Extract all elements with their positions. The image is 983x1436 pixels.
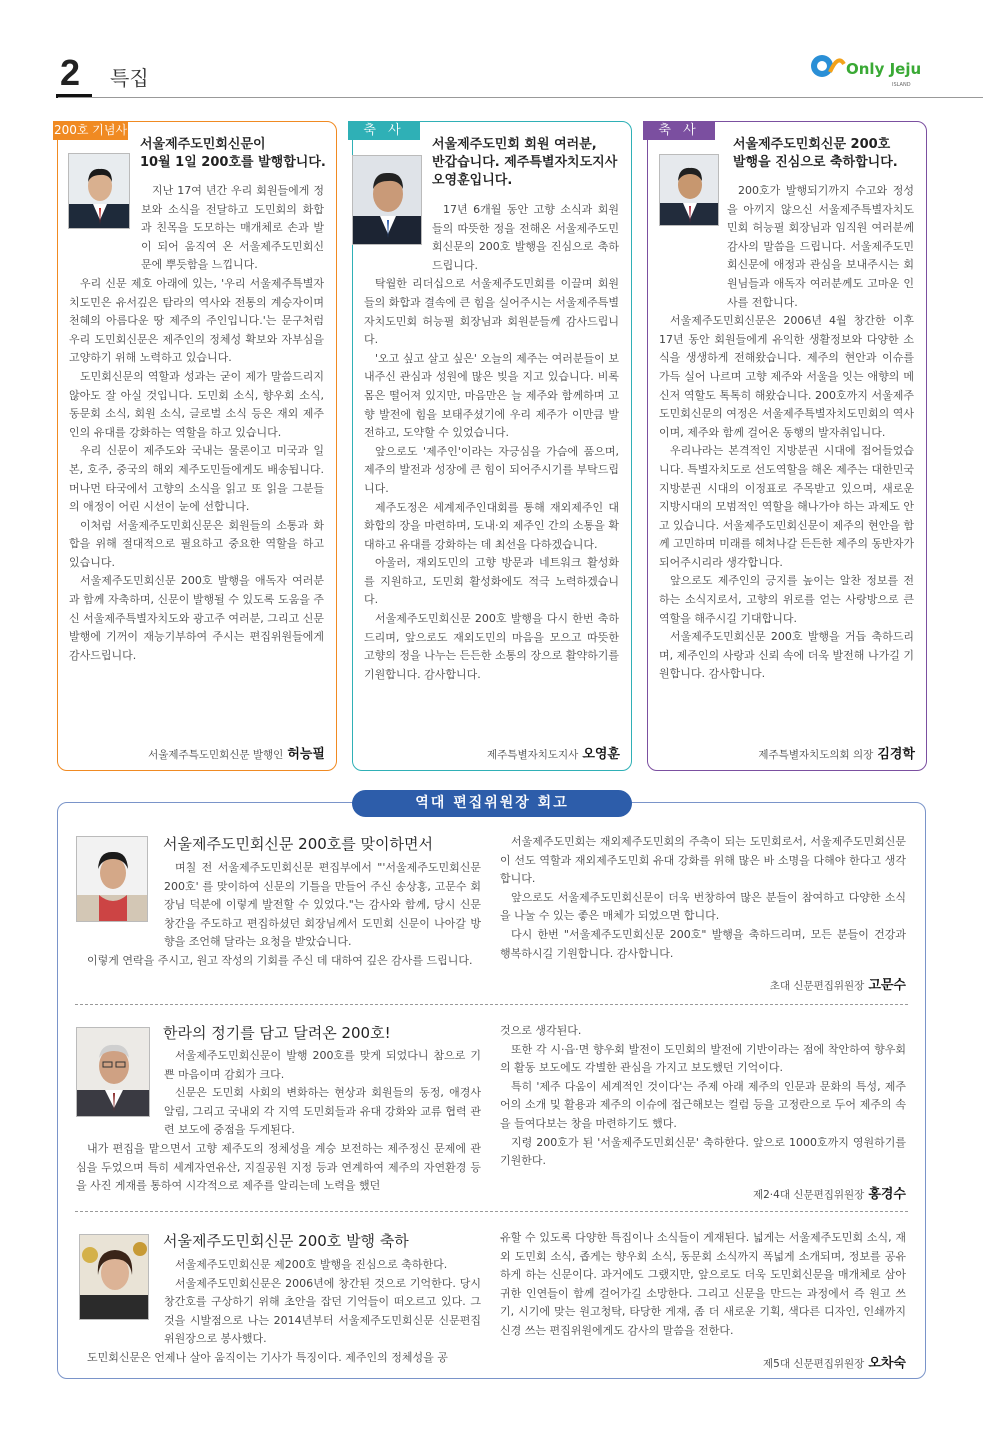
- editor2-paragraph: 특히 '제주 다움이 세계적인 것이다'는 주제 아래 제주의 인문과 문화의 특성, 제주어의 소개 및 활용과 제주의 이슈에 접근해보는 컬럼 등을 고정란으로 두어 제주의 속을 들여다보는 창을 마련하기도 했다.: [500, 1079, 906, 1130]
- editor3-paragraph: 도민회신문은 언제나 살아 움직이는 기사가 특징이다. 제주인의 정체성을 공: [87, 1350, 448, 1364]
- col2-paragraph: 앞으로도 '제주인'이라는 자긍심을 가슴에 품으며, 제주의 발전과 성장에 큰 힘이 되어주시기를 부탁드립니다.: [364, 444, 619, 495]
- editor2-paragraph: 것으로 생각된다.: [500, 1024, 582, 1037]
- col1-body: [69, 182, 324, 665]
- col2-paragraph: 제주도정은 세계제주인대회를 통해 재외제주인 대화합의 장을 마련하며, 도내·외 제주인 간의 소통을 확대하고 유대를 강화하는 데 최선을 다하겠습니다.: [364, 500, 619, 551]
- editor3-left-body: [76, 1256, 481, 1368]
- editor2-left-body: [76, 1047, 481, 1196]
- signature-name: 홍경수: [868, 1187, 906, 1202]
- editor1-paragraph: 다시 한번 "서울제주도민회신문 200호" 발행을 축하드리며, 모든 분들이 건강과 행복하시길 기원합니다. 감사합니다.: [500, 927, 906, 960]
- signature-name: 김경학: [877, 747, 915, 762]
- col3-paragraph: 서울제주도민회신문은 2006년 4월 창간한 이후 17년 동안 회원들에게 유익한 생활정보와 다양한 소식을 생생하게 전해왔습니다. 제주의 현안과 이슈를 가득 실어 나르며 고향 제주와 서울을 잇는 애향의 메신저 역할도 톡톡히 해왔습니다. 200호까지 서울제주도민회신문의 여정은 서울제주특별자치도민회의 역사이며, 제주와 함께 걸어온 동행의 발자취입니다.: [659, 314, 914, 439]
- editor1-right-body: [500, 833, 906, 963]
- editor1-left-body: [76, 859, 481, 971]
- editor1-paragraph: 앞으로도 서울제주도민회신문이 더욱 번창하여 많은 분들이 참여하고 다양한 소식을 나눌 수 있는 좋은 매체가 되었으면 합니다.: [500, 890, 906, 923]
- col1-headline-line: 10월 1일 200호를 발행합니다.: [140, 155, 326, 170]
- col1-signature: [69, 743, 325, 762]
- page-header: [0, 0, 983, 100]
- col2-signature: [364, 743, 620, 762]
- col1-paragraph: 지난 17여 년간 우리 회원들에게 정보와 소식을 전달하고 도민회의 화합과 친목을 도모하는 매개체로 손과 발이 되어 움직여 온 서울제주도민회신문에 뿌듯함을 느낍니다.: [141, 184, 324, 272]
- col3-headline-line: 서울제주도민회신문 200호: [733, 137, 891, 152]
- col1-paragraph: 서울제주도민회신문 200호 발행을 애독자 여러분과 함께 자축하며, 신문이 발행될 수 있도록 도움을 주신 서울제주특별자치도와 광고주 여러분, 그리고 신문 발행에 기꺼이 재능기부하여 주시는 편집위원들에게 감사드립니다.: [69, 574, 324, 662]
- editor1-paragraph: 며칠 전 서울제주도민회신문 편집부에서 "'서울제주도민회신문 200호' 를 맞이하여 신문의 기틀을 만들어 주신 송상홍, 고문수 회장님 덕분에 이렇게 발전할 수 있었다."는 감사와 함께, 당시 신문 창간을 주도하고 편집하셨던 회장님께서 도민회 신문이 나아갈 방향을 조언해 달라는 요청을 받았습니다.: [164, 861, 481, 949]
- col2-paragraph: 17년 6개월 동안 고향 소식과 회원들의 따뜻한 정을 전해온 서울제주도민회신문의 200호 발행을 진심으로 축하드립니다.: [432, 203, 619, 272]
- col2-paragraph: 탁월한 리더십으로 서울제주도민회를 이끌며 회원들의 화합과 결속에 큰 힘을 실어주시는 서울제주특별자치도민회 허능필 회장님과 회원분들께 감사드립니다.: [364, 277, 619, 347]
- signature-name: 고문수: [868, 978, 906, 993]
- col2-headline-line: 오영훈입니다.: [432, 173, 513, 188]
- anniversary-tag: 200호 기념사: [53, 121, 128, 140]
- editor2-paragraph: 또한 각 시·읍·면 향우회 발전이 도민회의 발전에 기반이라는 점에 착안하여 향우회의 활동 보도에도 각별한 관심을 가지고 보도했던 기억이다.: [500, 1042, 906, 1075]
- only-jeju-logo: [808, 50, 933, 90]
- col1-paragraph: 우리 신문이 제주도와 국내는 물론이고 미국과 일본, 호주, 중국의 해외 제주도민들에게도 배송됩니다. 머나먼 타국에서 고향의 소식을 읽고 또 읽을 그분들의 애정이 어린 시선이 눈에 선합니다.: [69, 444, 324, 514]
- col3-headline: [733, 136, 923, 172]
- col3-paragraph: 서울제주도민회신문 200호 발행을 거듭 축하드리며, 제주인의 사랑과 신뢰 속에 더욱 발전해 나가길 기원합니다. 감사합니다.: [659, 630, 914, 681]
- editor1-signature: [600, 974, 906, 993]
- col2-headline: [432, 136, 622, 190]
- editor2-paragraph: 서울제주도민회신문이 발행 200호를 맞게 되었다니 참으로 기쁜 마음이며 감회가 크다.: [164, 1049, 481, 1081]
- col2-headline-line: 서울제주도민회 회원 여러분,: [432, 137, 597, 152]
- editor3-signature: [600, 1352, 906, 1371]
- col3-paragraph: 200호가 발행되기까지 수고와 정성을 아끼지 않으신 서울제주특별자치도민회 허능필 회장님과 임직원 여러분께 감사의 말씀을 드립니다. 서울제주도민회신문에 애정과 관심을 보내주시는 회원님들과 애독자 여러분께도 고마운 인사를 전합니다.: [727, 184, 914, 309]
- section-divider: [75, 1004, 908, 1005]
- signature-name: 오영훈: [582, 747, 620, 762]
- signature-role: 제2·4대 신문편집위원장: [752, 1189, 865, 1201]
- logo-subtext: ISLAND: [892, 82, 911, 88]
- col1-headline-line: 서울제주도민회신문이: [140, 137, 266, 152]
- section-title: 특집: [110, 66, 149, 90]
- col3-paragraph: 우리나라는 본격적인 지방분권 시대에 접어들었습니다. 특별자치도로 선도역할을 해온 제주는 대한민국 지방분권 시대의 이정표로 주목받고 있으며, 새로운 지방시대의 모범적인 역할을 해나가야 하는 과제도 안고 있습니다. 서울제주도민회신문이 제주의 현안을 함께 고민하며 미래를 헤쳐나갈 든든한 제주의 동반자가 되어주시리라 생각합니다.: [659, 444, 914, 569]
- col2-body: [364, 201, 619, 684]
- editor2-paragraph: 지령 200호가 된 '서울제주도민회신문' 축하한다. 앞으로 1000호까지 영원하기를 기원한다.: [500, 1135, 906, 1168]
- signature-name: 허능필: [287, 747, 325, 762]
- signature-role: 제주특별자치도의회 의장: [758, 749, 874, 761]
- editor3-paragraph: 서울제주도민회신문 제200호 발행을 진심으로 축하한다.: [175, 1258, 448, 1271]
- signature-role: 초대 신문편집위원장: [769, 980, 865, 992]
- editor2-paragraph: 내가 편집을 맡으면서 고향 제주도의 정체성을 계승 보전하는 제주정신 문제에 관심을 두었으며 특히 세계자연유산, 지질공원 지정 등과 연계하여 제주의 자연환경 등을 사진 게재를 통하여 시각적으로 제주를 알리는데 노력을 했던: [76, 1141, 481, 1193]
- signature-name: 오차숙: [868, 1356, 906, 1371]
- editor3-paragraph: 서울제주도민회신문은 2006년에 창간된 것으로 기억한다. 당시 창간호를 구상하기 위해 초안을 잡던 기억들이 떠오르고 있다. 그것을 시발점으로 나는 2014년부터 서울제주도민회신문 신문편집위원장으로 봉사했다.: [164, 1276, 481, 1346]
- editor3-title: 서울제주도민회신문 200호 발행 축하: [163, 1232, 409, 1250]
- signature-role: 제5대 신문편집위원장: [763, 1358, 865, 1370]
- editors-banner: 역대 편집위원장 회고: [352, 790, 632, 817]
- col1-paragraph: 이처럼 서울제주도민회신문은 회원들의 소통과 화합을 위해 절대적으로 필요하고 중요한 역할을 하고 있습니다.: [69, 518, 324, 569]
- col3-paragraph: 앞으로도 제주인의 긍지를 높이는 알찬 정보를 전하는 소식지로서, 고향의 위로를 얻는 사랑방으로 큰 역할을 해주시길 기대합니다.: [659, 574, 914, 625]
- col2-headline-line: 반갑습니다. 제주특별자치도지사: [432, 155, 618, 170]
- header-rule: [58, 97, 983, 98]
- signature-role: 제주특별자치도지사: [487, 749, 579, 761]
- section-divider: [75, 1211, 908, 1212]
- editor2-title: 한라의 정기를 담고 달려온 200호!: [163, 1024, 391, 1042]
- page-number: 2: [60, 52, 81, 93]
- col1-paragraph: 도민회신문의 역할과 성과는 굳이 제가 말씀드리지 않아도 잘 아실 것입니다. 도민회 소식, 향우회 소식, 동문회 소식, 회원 소식, 글로벌 소식 등은 재외 제주인의 유대를 강화하는 역할을 하고 있습니다.: [69, 369, 324, 439]
- editor1-paragraph: 이렇게 연락을 주시고, 원고 작성의 기회를 주신 데 대하여 깊은 감사를 드립니다.: [87, 953, 473, 967]
- editor3-right-body: [500, 1229, 906, 1341]
- col1-headline: [140, 136, 330, 172]
- signature-role: 서울제주특도민회신문 발행인: [148, 749, 284, 761]
- congratulation-tag: 축 사: [643, 121, 715, 140]
- congratulation-tag: 축 사: [348, 121, 420, 140]
- col1-paragraph: 우리 신문 제호 아래에 있는, '우리 서울제주특별자치도민은 유서깊은 탐라의 역사와 전통의 계승자이며 천혜의 아름다운 땅 제주의 주인입니다.'는 문구처럼 우리 도민회신문은 제주인의 정체성 확보와 자부심을 고양하기 위해 노력하고 있습니다.: [69, 276, 324, 365]
- col2-paragraph: 서울제주도민회신문 200호 발행을 다시 한번 축하드리며, 앞으로도 재외도민의 마음을 모으고 따뜻한 고향의 정을 나누는 든든한 소통의 장으로 활약하기를 기원합니다. 감사합니다.: [364, 612, 619, 681]
- editor2-signature: [600, 1183, 906, 1202]
- editor1-title: 서울제주도민회신문 200호를 맞이하면서: [163, 835, 434, 853]
- col3-signature: [659, 743, 915, 762]
- editor3-paragraph: 유할 수 있도록 다양한 특집이나 소식들이 게재된다. 넓게는 서울제주도민회 소식, 재외 도민회 소식, 좁게는 향우회 소식, 동문회 소식까지 폭넓게 소개되며, 정보를 공유하게 하는 신문이다. 과거에도 그랬지만, 앞으로도 더욱 도민회신문을 매개체로 삼아 귀한 인연들이 함께 걸어가길 소망한다. 그리고 신문을 만드는 과정에서 즉 원고 쓰기, 시기에 맞는 원고청탁, 타당한 게재, 좀 더 새로운 기획, 색다른 디자인, 인쇄까지 신경 쓰는 편집위원에게도 감사의 말씀을 전한다.: [500, 1231, 906, 1337]
- col3-headline-line: 발행을 진심으로 축하합니다.: [733, 155, 898, 170]
- editor2-paragraph: 신문은 도민회 사회의 변화하는 현상과 회원들의 동정, 애경사 알림, 그리고 국내외 각 지역 도민회들과 유대 강화와 교류 협력 관련 보도에 중점을 두게된다.: [164, 1086, 481, 1137]
- col2-paragraph: '오고 싶고 살고 싶은' 오늘의 제주는 여러분들이 보내주신 관심과 성원에 많은 빚을 지고 있습니다. 비록 몸은 떨어져 있지만, 마음만은 늘 제주와 함께하며 고향 발전에 힘을 보태주셨기에 우리 제주가 이만큼 발전하고, 도약할 수 있었습니다.: [364, 351, 619, 440]
- logo-text: Only Jeju: [846, 60, 922, 78]
- editor1-paragraph: 서울제주도민회는 재외제주도민회의 주축이 되는 도민회로서, 서울제주도민회신문이 선도 역할과 재외제주도민회 유대 강화를 위해 많은 바 소명을 다해야 한다고 생각합니다.: [500, 835, 906, 886]
- col3-body: [659, 182, 914, 684]
- col2-paragraph: 아울러, 재외도민의 고향 방문과 네트워크 활성화를 지원하고, 도민회 활성화에도 적극 노력하겠습니다.: [364, 556, 619, 607]
- editor2-right-body: [500, 1022, 906, 1171]
